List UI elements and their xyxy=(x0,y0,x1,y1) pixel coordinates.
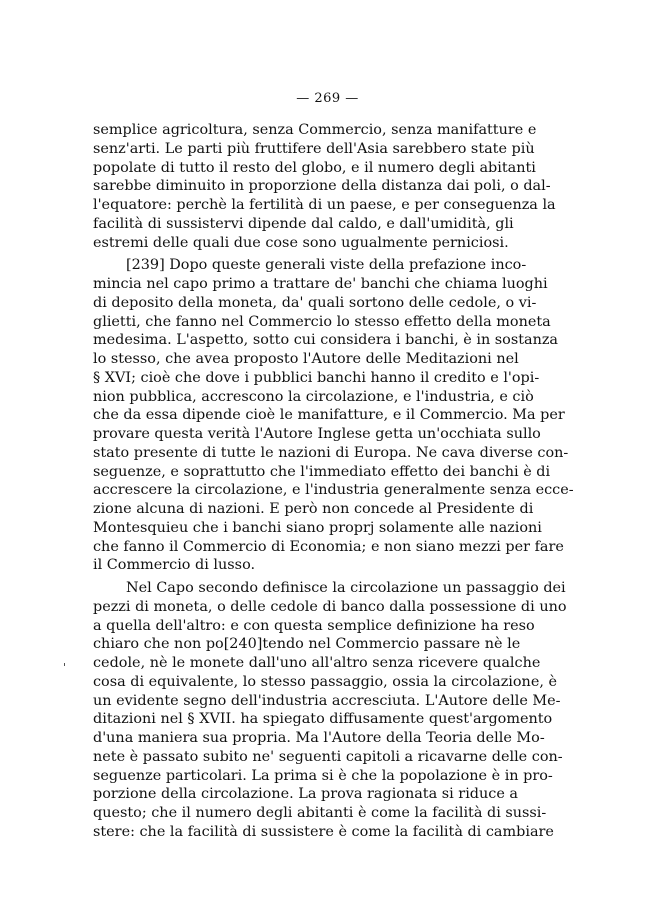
text-line: l'equatore: perchè la fertilità di un paese, e per conseguenza la xyxy=(93,197,556,213)
text-line: accrescere la circolazione, e l'industria generalmente senza ecce- xyxy=(93,482,574,499)
text-line: zione alcuna di nazioni. E però non concede al Presidente di xyxy=(93,501,534,517)
text-line: medesima. L'aspetto, sotto cui considera i banchi, è in sostanza xyxy=(93,332,559,349)
text-line: facilità di sussistervi dipende dal caldo, e dall'umidità, gli xyxy=(93,215,514,232)
text-line: glietti, che fanno nel Commercio lo stesso effetto della moneta xyxy=(93,313,551,330)
text-line: semplice agricoltura, senza Commercio, senza manifatture e xyxy=(93,122,537,138)
text-line: seguenze particolari. La prima si è che la popolazione è in pro- xyxy=(93,767,553,784)
text-line: un evidente segno dell'industria accresciuta. L'Autore delle Me- xyxy=(93,692,561,709)
text-line: cedole, nè le monete dall'uno all'altro senza ricevere qualche xyxy=(93,655,541,671)
text-line: che da essa dipende cioè le manifatture, e il Commercio. Ma per xyxy=(93,407,565,424)
text-line: [239] Dopo queste generali viste della prefazione inco- xyxy=(126,257,527,274)
margin-mark: ' xyxy=(63,661,67,674)
paragraph-2 xyxy=(93,256,574,575)
text-line: provare questa verità l'Autore Inglese getta un'occhiata sullo xyxy=(93,426,541,442)
text-line: il Commercio di lusso. xyxy=(93,557,256,574)
page-number: — 269 — xyxy=(296,91,359,106)
body-text xyxy=(93,121,574,842)
text-line: di deposito della moneta, da' quali sortono delle cedole, o vi- xyxy=(93,294,537,311)
text-line: pezzi di moneta, o delle cedole di banco dalla possessione di uno xyxy=(93,598,567,615)
text-line: questo; che il numero degli abitanti è come la facilità di sussi- xyxy=(93,805,547,821)
text-line: nete è passato subito ne' seguenti capitoli a ricavarne delle con- xyxy=(93,748,563,765)
text-line: mincia nel capo primo a trattare de' banchi che chiama luoghi xyxy=(93,276,548,292)
text-line: sarebbe diminuito in proporzione della distanza dai poli, o dal- xyxy=(93,178,551,195)
paragraph-1 xyxy=(93,121,556,252)
text-line: popolate di tutto il resto del globo, e il numero degli abitanti xyxy=(93,159,536,176)
text-line: § XVI; cioè che dove i pubblici banchi hanno il credito e l'opi- xyxy=(93,369,540,386)
paragraph-3 xyxy=(93,579,567,842)
text-line: a quella dell'altro: e con questa semplice definizione ha reso xyxy=(93,617,535,634)
text-line: Nel Capo secondo definisce la circolazione un passaggio dei xyxy=(126,580,566,596)
text-line: stato presente di tutte le nazioni di Europa. Ne cava diverse con- xyxy=(93,444,569,461)
text-line: estremi delle quali due cose sono ugualmente perniciosi. xyxy=(93,234,509,251)
text-line: porzione della circolazione. La prova ragionata si riduce a xyxy=(93,786,519,803)
text-line: ditazioni nel § XVII. ha spiegato diffusamente quest'argomento xyxy=(93,711,553,728)
text-line: chiaro che non po[240]tendo nel Commercio passare nè le xyxy=(93,636,521,653)
text-line: nion pubblica, accrescono la circolazione, e l'industria, e ciò xyxy=(93,388,534,405)
text-line: che fanno il Commercio di Economia; e non siano mezzi per fare xyxy=(93,538,564,555)
text-line: senz'arti. Le parti più fruttifere dell'Asia sarebbero state più xyxy=(93,140,535,157)
text-line: stere: che la facilità di sussistere è come la facilità di cambiare xyxy=(93,823,554,840)
text-line: lo stesso, che avea proposto l'Autore delle Meditazioni nel xyxy=(93,351,519,367)
text-line: Montesquieu che i banchi siano proprj solamente alle nazioni xyxy=(93,519,542,536)
text-line: cosa di equivalente, lo stesso passaggio, ossia la circolazione, è xyxy=(93,673,557,690)
text-line: seguenze, e soprattutto che l'immediato effetto dei banchi è di xyxy=(93,463,551,480)
text-line: d'una maniera sua propria. Ma l'Autore della Teoria delle Mo- xyxy=(93,730,545,746)
